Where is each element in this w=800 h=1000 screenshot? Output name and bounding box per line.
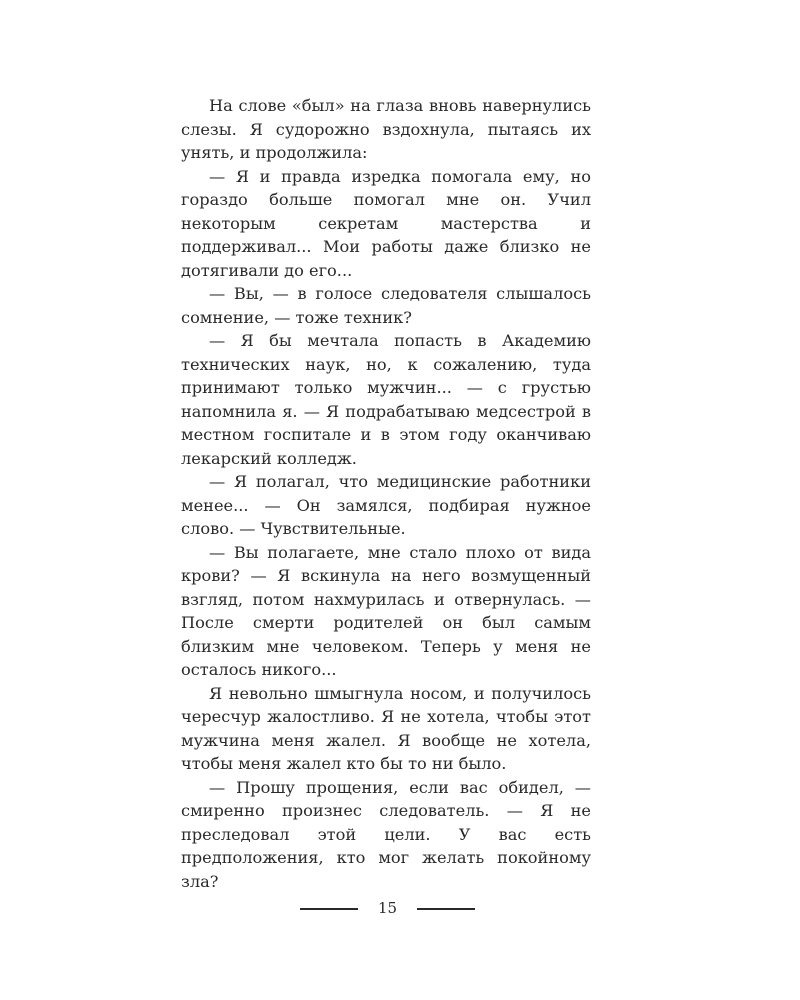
- footer-rule-left: [300, 908, 358, 910]
- page-number: 15: [377, 899, 398, 917]
- paragraph-3: — Вы, — в голосе следователя слышалось сомнение, — тоже техник?: [181, 284, 591, 327]
- footer-rule-right: [417, 908, 475, 910]
- paragraph-1: На слове «был» на глаза вновь навернулись слезы. Я судорожно вздохнула, пытаясь их унять, и продолжила:: [181, 96, 591, 162]
- paragraph-2: — Я и правда изредка помогала ему, но гораздо больше помогал мне он. Учил некоторым секретам мастерства и поддерживал... Мои работы даже близко не дотягивали до его...: [181, 166, 591, 280]
- paragraph-5: — Я полагал, что медицинские работники менее... — Он замялся, подбирая нужное слово. — Чувствительные.: [181, 472, 591, 538]
- paragraph-6: — Вы полагаете, мне стало плохо от вида крови? — Я вскинула на него возмущенный взгляд, потом нахмурилась и отвернулась. — После смерти родителей он был самым близким мне человеком. Теперь у меня не осталось никого...: [181, 542, 591, 679]
- body-text: [181, 94, 591, 893]
- paragraph-8: — Прошу прощения, если вас обидел, — смиренно произнес следователь. — Я не преследовал этой цели. У вас есть предположения, кто мог желать покойному зла?: [181, 777, 591, 891]
- paragraph-7: Я невольно шмыгнула носом, и получилось чересчур жалостливо. Я не хотела, чтобы этот мужчина меня жалел. Я вообще не хотела, чтобы меня жалел кто бы то ни было.: [181, 683, 591, 773]
- paragraph-4: — Я бы мечтала попасть в Академию технических наук, но, к сожалению, туда принимают только мужчин... — с грустью напомнила я. — Я подрабатываю медсестрой в местном госпитале и в этом году оканчиваю лекарский колледж.: [181, 331, 591, 468]
- page-footer: [300, 897, 475, 919]
